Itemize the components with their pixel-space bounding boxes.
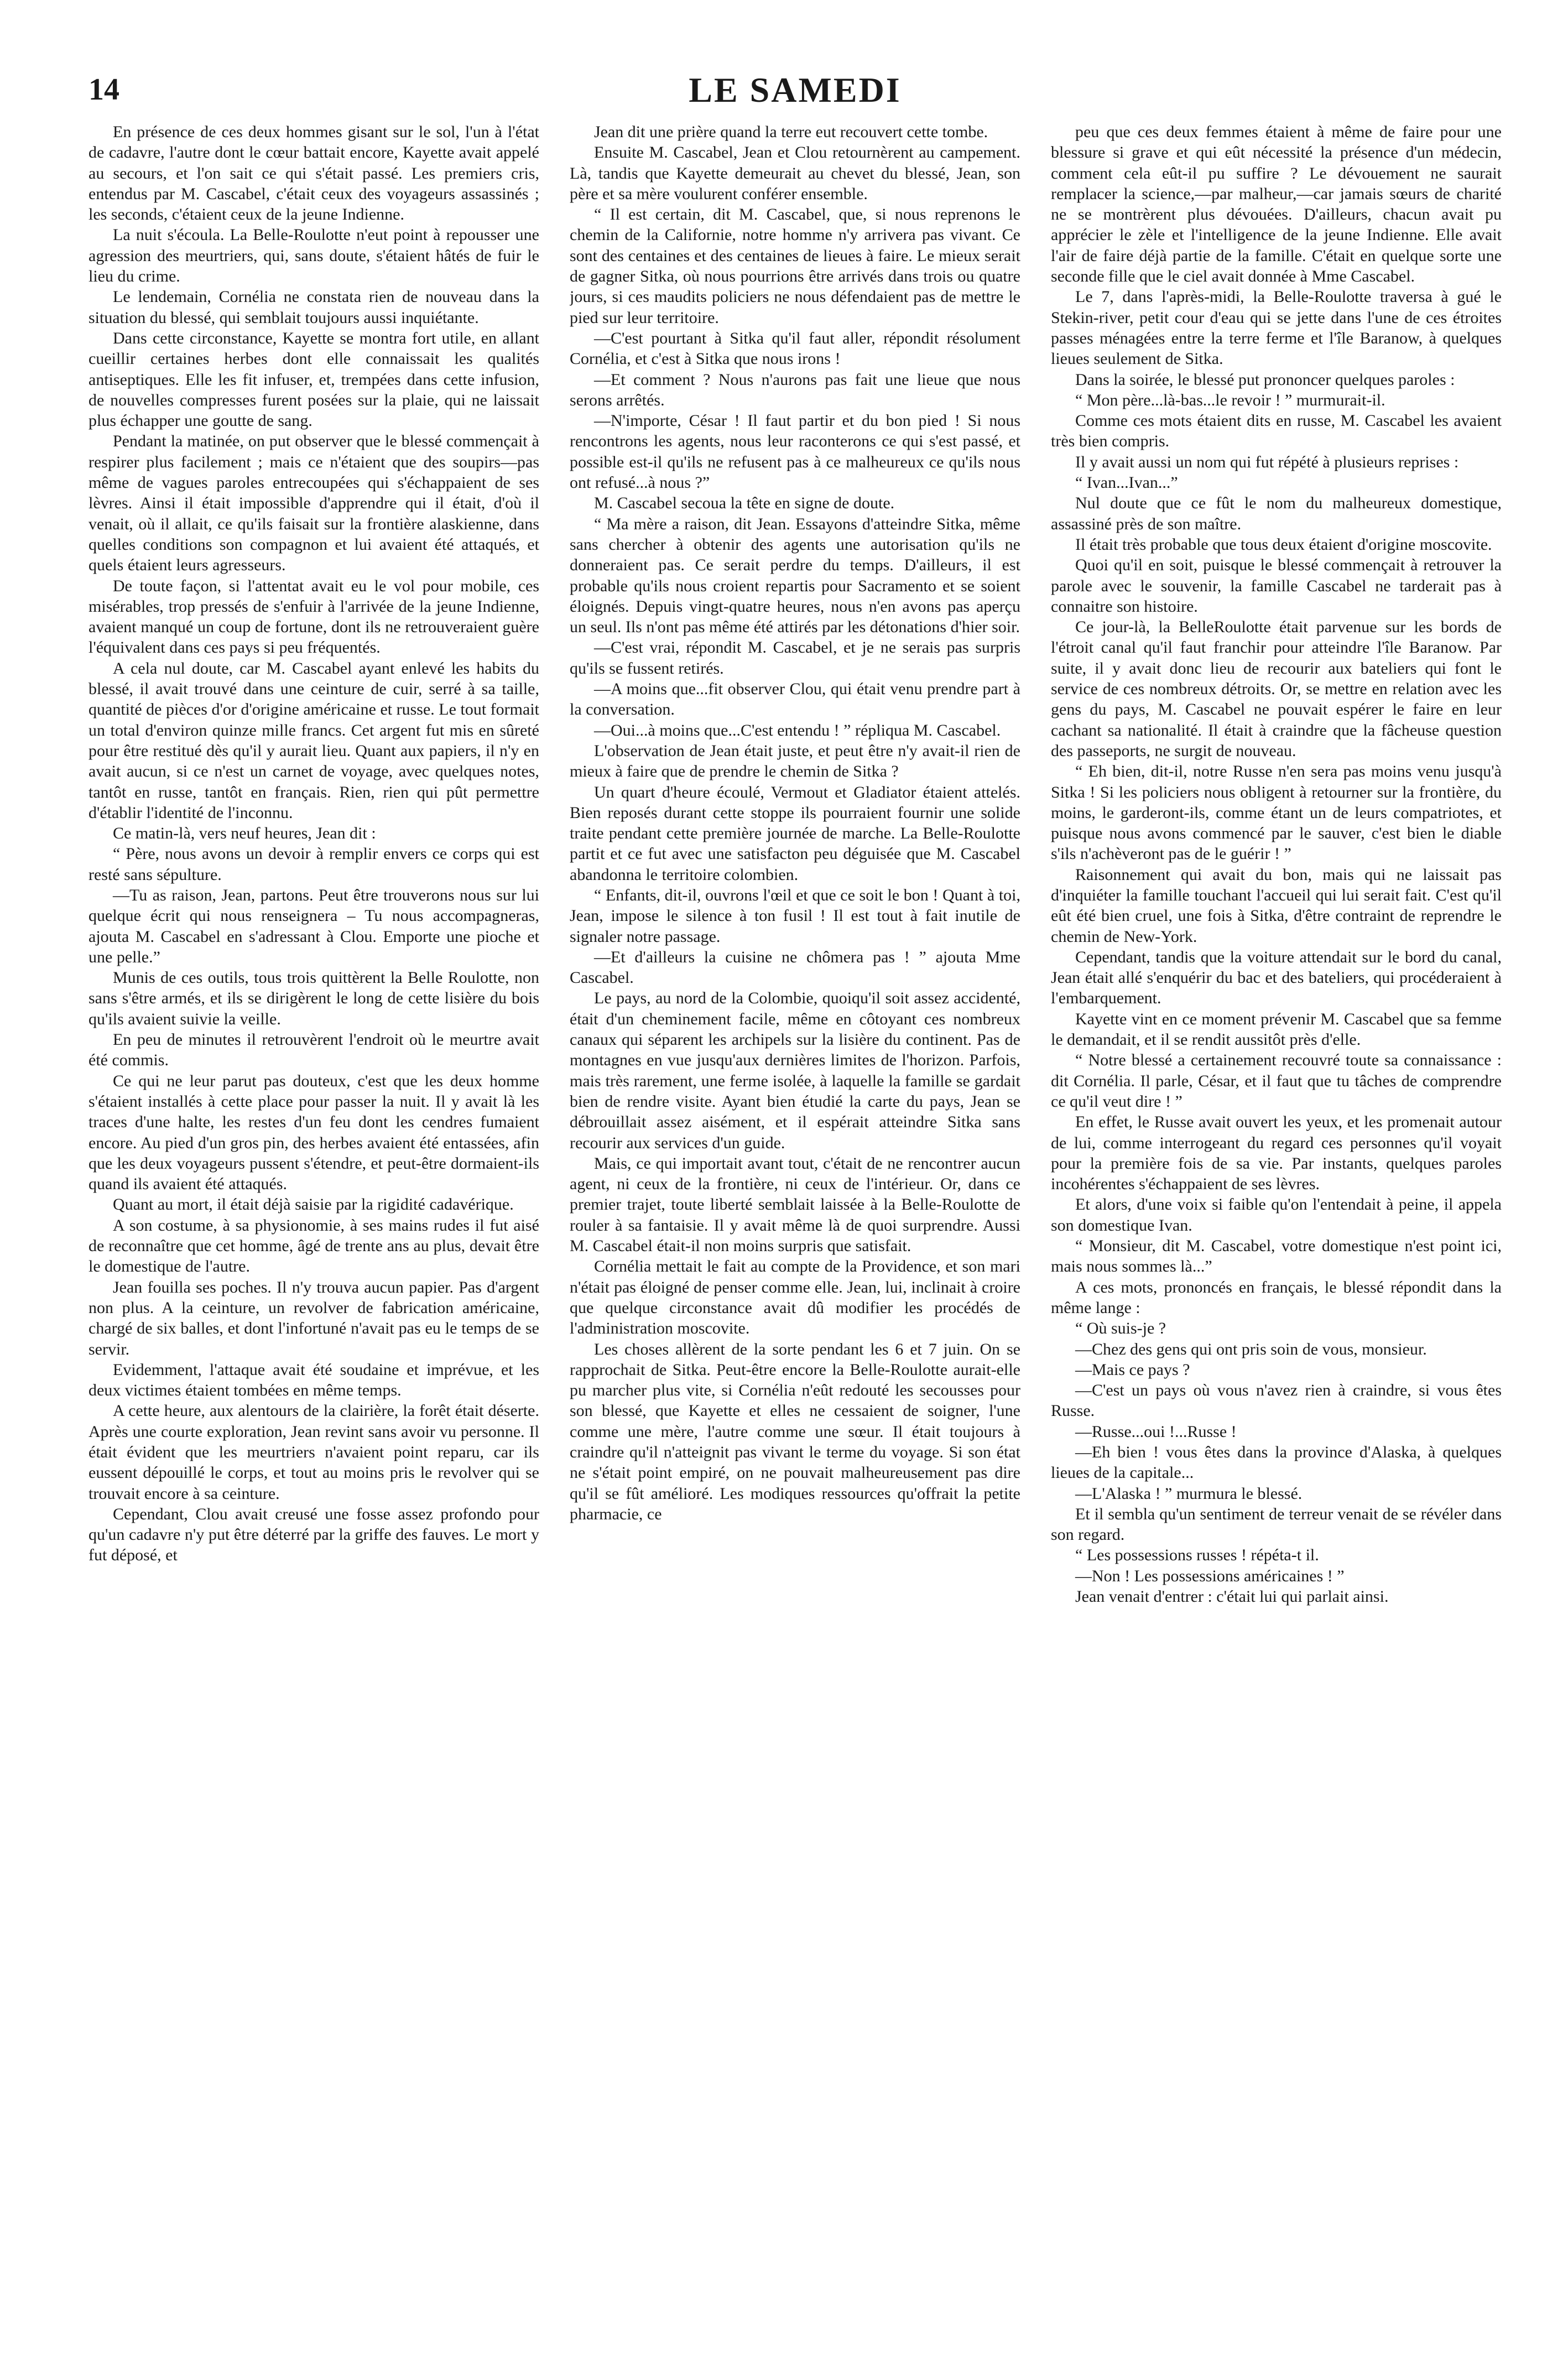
article-paragraph: —Et d'ailleurs la cuisine ne chômera pas ! ” ajouta Mme Cascabel.: [570, 947, 1020, 987]
article-paragraph: —Mais ce pays ?: [1075, 1360, 1190, 1379]
page-number: 14: [88, 72, 119, 107]
article-paragraph: “ Ivan...Ivan...”: [1075, 473, 1178, 492]
article-paragraph: —Et comment ? Nous n'aurons pas fait une lieue que nous serons arrêtés.: [570, 370, 1020, 409]
article-paragraph: Jean fouilla ses poches. Il n'y trouva aucun papier. Pas d'argent non plus. A la ceinture, un revolver de fabrication américaine, chargé de six balles, et dont l'infortuné n'avait pas eu le temps de se servir.: [88, 1278, 539, 1358]
article-paragraph: En effet, le Russe avait ouvert les yeux, et les promenait autour de lui, comme interrogeant du regard ces personnes qu'il voyait pour la première fois de sa vie. Par instants, quelques paroles incohérentes s'échappaient de ses lèvres.: [1051, 1113, 1502, 1194]
article-paragraph: “ Monsieur, dit M. Cascabel, votre domestique n'est point ici, mais nous sommes là...”: [1051, 1237, 1502, 1276]
article-paragraph: A cette heure, aux alentours de la clairière, la forêt était déserte. Après une courte exploration, Jean revint sans avoir vu personne. Il était évident que les meurtriers n'avaient point reparu, car ils eussent dépouillé le corps, et tout au moins pris le revolver qui se trouvait encore à sa ceinture.: [88, 1402, 539, 1503]
article-paragraph: Mais, ce qui importait avant tout, c'était de ne rencontrer aucun agent, ni ceux de la frontière, ni ceux de l'intérieur. Or, dans ce premier trajet, toute liberté semblait laissée à la Belle-Roulotte de rouler à sa fantaisie. Il y avait même là de quoi surprendre. Aussi M. Cascabel était-il non moins surpris que satisfait.: [570, 1154, 1020, 1256]
article-paragraph: Quoi qu'il en soit, puisque le blessé commençait à retrouver la parole avec le souvenir, la famille Cascabel ne tarderait pas à connaitre son histoire.: [1051, 556, 1502, 616]
article-paragraph: Il était très probable que tous deux étaient d'origine moscovite.: [1075, 535, 1492, 554]
article-paragraph: A cela nul doute, car M. Cascabel ayant enlevé les habits du blessé, il avait trouvé dans une ceinture de cuir, serré à sa taille, quantité de pièces d'or d'origine américaine et russe. Le tout formait un total d'environ quinze mille francs. Cet argent fut mis en sûreté pour être restitué dès qu'il y aurait lieu. Quant aux papiers, il n'y en avait aucun, si ce n'est un carnet de voyage, avec quelques notes, tantôt en russe, tantôt en français. Rien, rien qui pût permettre d'établir l'identité de l'inconnu.: [88, 659, 539, 822]
journal-title: LE SAMEDI: [689, 70, 902, 110]
article-paragraph: Les choses allèrent de la sorte pendant les 6 et 7 juin. On se rapprochait de Sitka. Peut-être encore la Belle-Roulotte aurait-elle pu marcher plus vite, si Cornélia n'eût redouté les secousses pour son blessé, que Kayette et elles ne cessaient de soigner, l'une comme une mère, l'autre comme une sœur. Il était toujours à craindre qu'il n'atteignit pas vivant le terme du voyage. Si son état ne s'était point empiré, on ne pouvait malheureusement pas dire qu'il se fût amélioré. Les modiques ressources qu'offrait la petite pharmacie, ce: [570, 1340, 1020, 1523]
article-paragraph: Cornélia mettait le fait au compte de la Providence, et son mari n'était pas éloigné de penser comme elle. Jean, lui, inclinait à croire que quelque circonstance avait dû modifier les procédés de l'administration moscovite.: [570, 1257, 1020, 1338]
column-3: [1051, 122, 1502, 2185]
article-paragraph: —Oui...à moins que...C'est entendu ! ” répliqua M. Cascabel.: [594, 721, 1001, 739]
article-paragraph: —N'importe, César ! Il faut partir et du bon pied ! Si nous rencontrons les agents, nous leur raconterons ce qui s'est passé, et possible est-il qu'ils ne refusent pas à ce malheureux ce qu'ils nous ont refusé...à nous ?”: [570, 412, 1020, 492]
article-paragraph: Cependant, Clou avait creusé une fosse assez profondo pour qu'un cadavre n'y put être déterré par la griffe des fauves. Le mort y fut déposé, et: [88, 1504, 539, 1565]
column-2: [570, 122, 1020, 2185]
article-paragraph: Evidemment, l'attaque avait été soudaine et imprévue, et les deux victimes étaient tombées en même temps.: [88, 1360, 539, 1400]
article-paragraph: “ Notre blessé a certainement recouvré toute sa connaissance : dit Cornélia. Il parle, César, et il faut que tu tâches de comprendre ce qu'il veut dire ! ”: [1051, 1051, 1502, 1111]
article-paragraph: M. Cascabel secoua la tête en signe de doute.: [594, 494, 895, 513]
article-paragraph: Le lendemain, Cornélia ne constata rien de nouveau dans la situation du blessé, qui semblait toujours aussi inquiétante.: [88, 288, 539, 327]
article-paragraph: Le 7, dans l'après-midi, la Belle-Roulotte traversa à gué le Stekin-river, petit cour d'eau qui se jette dans l'une de ces étroites passes ménagées entre la terre ferme et l'île Baranow, à quelques lieues seulement de Sitka.: [1051, 288, 1502, 368]
article-paragraph: Quant au mort, il était déjà saisie par la rigidité cadavérique.: [113, 1195, 514, 1214]
article-paragraph: “ Père, nous avons un devoir à remplir envers ce corps qui est resté sans sépulture.: [88, 845, 539, 884]
article-paragraph: “ Mon père...là-bas...le revoir ! ” murmurait-il.: [1075, 390, 1385, 409]
article-paragraph: —Non ! Les possessions américaines ! ”: [1075, 1566, 1345, 1585]
article-paragraph: “ Enfants, dit-il, ouvrons l'œil et que ce soit le bon ! Quant à toi, Jean, impose le silence à ton fusil ! Il est tout à fait inutile de signaler notre passage.: [570, 886, 1020, 946]
article-paragraph: Cependant, tandis que la voiture attendait sur le bord du canal, Jean était allé s'enquérir du bac et des bateliers, qui procéderaient à l'embarquement.: [1051, 947, 1502, 1008]
article-paragraph: —C'est un pays où vous n'avez rien à craindre, si vous êtes Russe.: [1051, 1381, 1502, 1420]
article-paragraph: peu que ces deux femmes étaient à même de faire pour une blessure si grave et qui eût nécessité la présence d'un médecin, comment cela eût-il pu suffire ? Le dévouement ne saurait remplacer la science,—par malheur,—car jamais sœurs de charité ne se montrèrent plus dévouées. D'ailleurs, chacun avait pu apprécier le zèle et l'intelligence de la jeune Indienne. Elle avait l'air de faire déjà partie de la famille. C'était en quelque sorte une seconde fille que le ciel avait donnée à Mme Cascabel.: [1051, 123, 1502, 286]
article-paragraph: Munis de ces outils, tous trois quittèrent la Belle Roulotte, non sans s'être armés, et ils se dirigèrent le long de cette lisière du bois qu'ils avaient suivie la veille.: [88, 968, 539, 1028]
article-paragraph: A ces mots, prononcés en français, le blessé répondit dans la même lange :: [1051, 1278, 1502, 1317]
article-paragraph: Ce jour-là, la BelleRoulotte était parvenue sur les bords de l'étroit canal qu'il faut franchir pour atteindre l'île Baranow. Par suite, il y avait donc lieu de recourir aux bateliers qui font le service de ces nombreux détroits. Or, se mettre en relation avec les gens du pays, M. Cascabel ne pouvait espérer le faire en leur cachant sa nationalité. Il était à craindre que la fâcheuse question des passeports, ne surgit de nouveau.: [1051, 618, 1502, 760]
article-paragraph: Pendant la matinée, on put observer que le blessé commençait à respirer plus facilement ; mais ce n'étaient que des soupirs—pas même de vagues paroles entrecoupées qui s'échappaient de ses lèvres. Ainsi il était impossible d'apprendre qui il était, d'où il venait, où il allait, ce qu'ils faisait sur la frontière alaskienne, dans quelles conditions son compagnon et lui avaient été attaqués, et quels étaient leurs agresseurs.: [88, 432, 539, 575]
article-paragraph: De toute façon, si l'attentat avait eu le vol pour mobile, ces misérables, trop pressés de s'enfuir à l'arrivée de la jeune Indienne, avaient manqué un coup de fortune, dont ils ne retrouveraient guère l'équivalent dans ces pays si peu fréquentés.: [88, 576, 539, 657]
article-paragraph: “ Il est certain, dit M. Cascabel, que, si nous reprenons le chemin de la Californie, notre homme n'y arrivera pas vivant. Ce sont des centaines et des centaines de lieues à faire. Le mieux serait de gagner Sitka, où nous pourrions être arrivés dans trois ou quatre jours, si ces maudits policiers ne nous défendaient pas de mettre le pied sur leur territoire.: [570, 205, 1020, 327]
column-1: [88, 122, 539, 2185]
article-paragraph: Comme ces mots étaient dits en russe, M. Cascabel les avaient très bien compris.: [1051, 412, 1502, 451]
article-paragraph: En présence de ces deux hommes gisant sur le sol, l'un à l'état de cadavre, l'autre dont le cœur battait encore, Kayette avait appelé au secours, et l'on sait ce qui s'était passé. Les premiers cris, entendus par M. Cascabel, c'était ceux des voyageurs assassinés ; les seconds, c'étaient ceux de la jeune Indienne.: [88, 123, 539, 224]
article-paragraph: Il y avait aussi un nom qui fut répété à plusieurs reprises :: [1075, 452, 1459, 471]
article-paragraph: —A moins que...fit observer Clou, qui était venu prendre part à la conversation.: [570, 680, 1020, 719]
article-paragraph: —Chez des gens qui ont pris soin de vous, monsieur.: [1075, 1340, 1427, 1358]
article-paragraph: “ Où suis-je ?: [1075, 1319, 1166, 1338]
article-paragraph: —C'est pourtant à Sitka qu'il faut aller, répondit résolument Cornélia, et c'est à Sitka que nous irons !: [570, 329, 1020, 368]
article-paragraph: Nul doute que ce fût le nom du malheureux domestique, assassiné près de son maître.: [1051, 494, 1502, 533]
text-columns: [88, 122, 1502, 2185]
article-paragraph: —Eh bien ! vous êtes dans la province d'Alaska, à quelques lieues de la capitale...: [1051, 1443, 1502, 1482]
article-paragraph: “ Eh bien, dit-il, notre Russe n'en sera pas moins venu jusqu'à Sitka ! Si les policiers nous obligent à retourner sur la frontière, du moins, le garderont-ils, comme étant un de leurs compatriotes, et puisque nous avons commencé par le sauver, c'est bien le diable s'ils n'achèveront pas de le guérir ! ”: [1051, 762, 1502, 863]
article-paragraph: —Tu as raison, Jean, partons. Peut être trouverons nous sur lui quelque écrit qui nous renseignera – Tu nous accompagneras, ajouta M. Cascabel en s'adressant à Clou. Emporte une pioche et une pelle.”: [88, 886, 539, 966]
article-paragraph: Le pays, au nord de la Colombie, quoiqu'il soit assez accidenté, était d'un cheminement facile, même en côtoyant ces nombreux canaux qui séparent les archipels sur la lisière du continent. Pas de montagnes en vue jusqu'aux dernières limites de l'horizon. Parfois, mais très rarement, une ferme isolée, à laquelle la famille se gardait bien de rendre visite. Ayant bien étudié la carte du pays, Jean se débrouillait assez aisément, et il espérait atteindre Sitka sans recourir aux services d'un guide.: [570, 989, 1020, 1152]
article-paragraph: “ Les possessions russes ! répéta-t il.: [1075, 1546, 1319, 1565]
article-paragraph: Jean venait d'entrer : c'était lui qui parlait ainsi.: [1075, 1587, 1389, 1606]
article-paragraph: Dans cette circonstance, Kayette se montra fort utile, en allant cueillir certaines herbes dont elle connaissait les qualités antiseptiques. Elle les fit infuser, et, trempées dans cette infusion, de nouvelles compresses furent posées sur la plaie, qui ne laissait plus échapper une goutte de sang.: [88, 329, 539, 430]
page-header: [88, 66, 1502, 116]
article-paragraph: Dans la soirée, le blessé put prononcer quelques paroles :: [1075, 370, 1455, 389]
article-paragraph: Kayette vint en ce moment prévenir M. Cascabel que sa femme le demandait, et il se rendit aussitôt près d'elle.: [1051, 1009, 1502, 1049]
article-paragraph: Et il sembla qu'un sentiment de terreur venait de se révéler dans son regard.: [1051, 1504, 1502, 1544]
article-paragraph: —L'Alaska ! ” murmura le blessé.: [1075, 1484, 1303, 1503]
article-paragraph: Ce matin-là, vers neuf heures, Jean dit :: [113, 824, 376, 843]
article-paragraph: Ensuite M. Cascabel, Jean et Clou retournèrent au campement. Là, tandis que Kayette demeurait au chevet du blessé, Jean, son père et sa mère voulurent conférer ensemble.: [570, 143, 1020, 203]
article-paragraph: Et alors, d'une voix si faible qu'on l'entendait à peine, il appela son domestique Ivan.: [1051, 1195, 1502, 1235]
article-paragraph: —C'est vrai, répondit M. Cascabel, et je ne serais pas surpris qu'ils se fussent retirés.: [570, 638, 1020, 678]
article-paragraph: “ Ma mère a raison, dit Jean. Essayons d'atteindre Sitka, même sans chercher à obtenir des agents une autorisation qu'ils ne donneraient pas. Ce serait perdre du temps. D'ailleurs, il est probable qu'ils nous croient repartis pour Sacramento et se soient éloignés. Depuis vingt-quatre heures, nous n'en avons pas aperçu un seul. Ils n'ont pas même été attirés par les détonations d'hier soir.: [570, 514, 1020, 637]
article-paragraph: Un quart d'heure écoulé, Vermout et Gladiator étaient attelés. Bien reposés durant cette stoppe ils pourraient fournir une solide traite pendant cette première journée de marche. La Belle-Roulotte partit et ce fut avec une satisfacton peu déguisée que M. Cascabel abandonna le territoire colombien.: [570, 783, 1020, 884]
article-paragraph: A son costume, à sa physionomie, à ses mains rudes il fut aisé de reconnaître que cet homme, âgé de trente ans au plus, devait être le domestique de l'autre.: [88, 1216, 539, 1276]
article-paragraph: Ce qui ne leur parut pas douteux, c'est que les deux homme s'étaient installés à cette place pour passer la nuit. Il y avait là les traces d'une halte, les restes d'un feu dont les cendres fumaient encore. Au pied d'un gros pin, des herbes avaient été entassées, afin que les deux voyageurs pussent s'étendre, et peut-être dormaient-ils quand ils avaient été attaqués.: [88, 1071, 539, 1194]
article-paragraph: La nuit s'écoula. La Belle-Roulotte n'eut point à repousser une agression des meurtriers, qui, sans doute, s'étaient hâtés de fuir le lieu du crime.: [88, 226, 539, 286]
article-paragraph: En peu de minutes il retrouvèrent l'endroit où le meurtre avait été commis.: [88, 1030, 539, 1070]
article-paragraph: Jean dit une prière quand la terre eut recouvert cette tombe.: [594, 123, 988, 141]
article-paragraph: Raisonnement qui avait du bon, mais qui ne laissait pas d'inquiéter la famille touchant l'accueil qui lui serait fait. C'est qu'il eût été bien cruel, une fois à Sitka, d'être contraint de reprendre le chemin de New-York.: [1051, 865, 1502, 946]
article-paragraph: L'observation de Jean était juste, et peut être n'y avait-il rien de mieux à faire que de prendre le chemin de Sitka ?: [570, 741, 1020, 781]
article-paragraph: —Russe...oui !...Russe !: [1075, 1422, 1237, 1441]
